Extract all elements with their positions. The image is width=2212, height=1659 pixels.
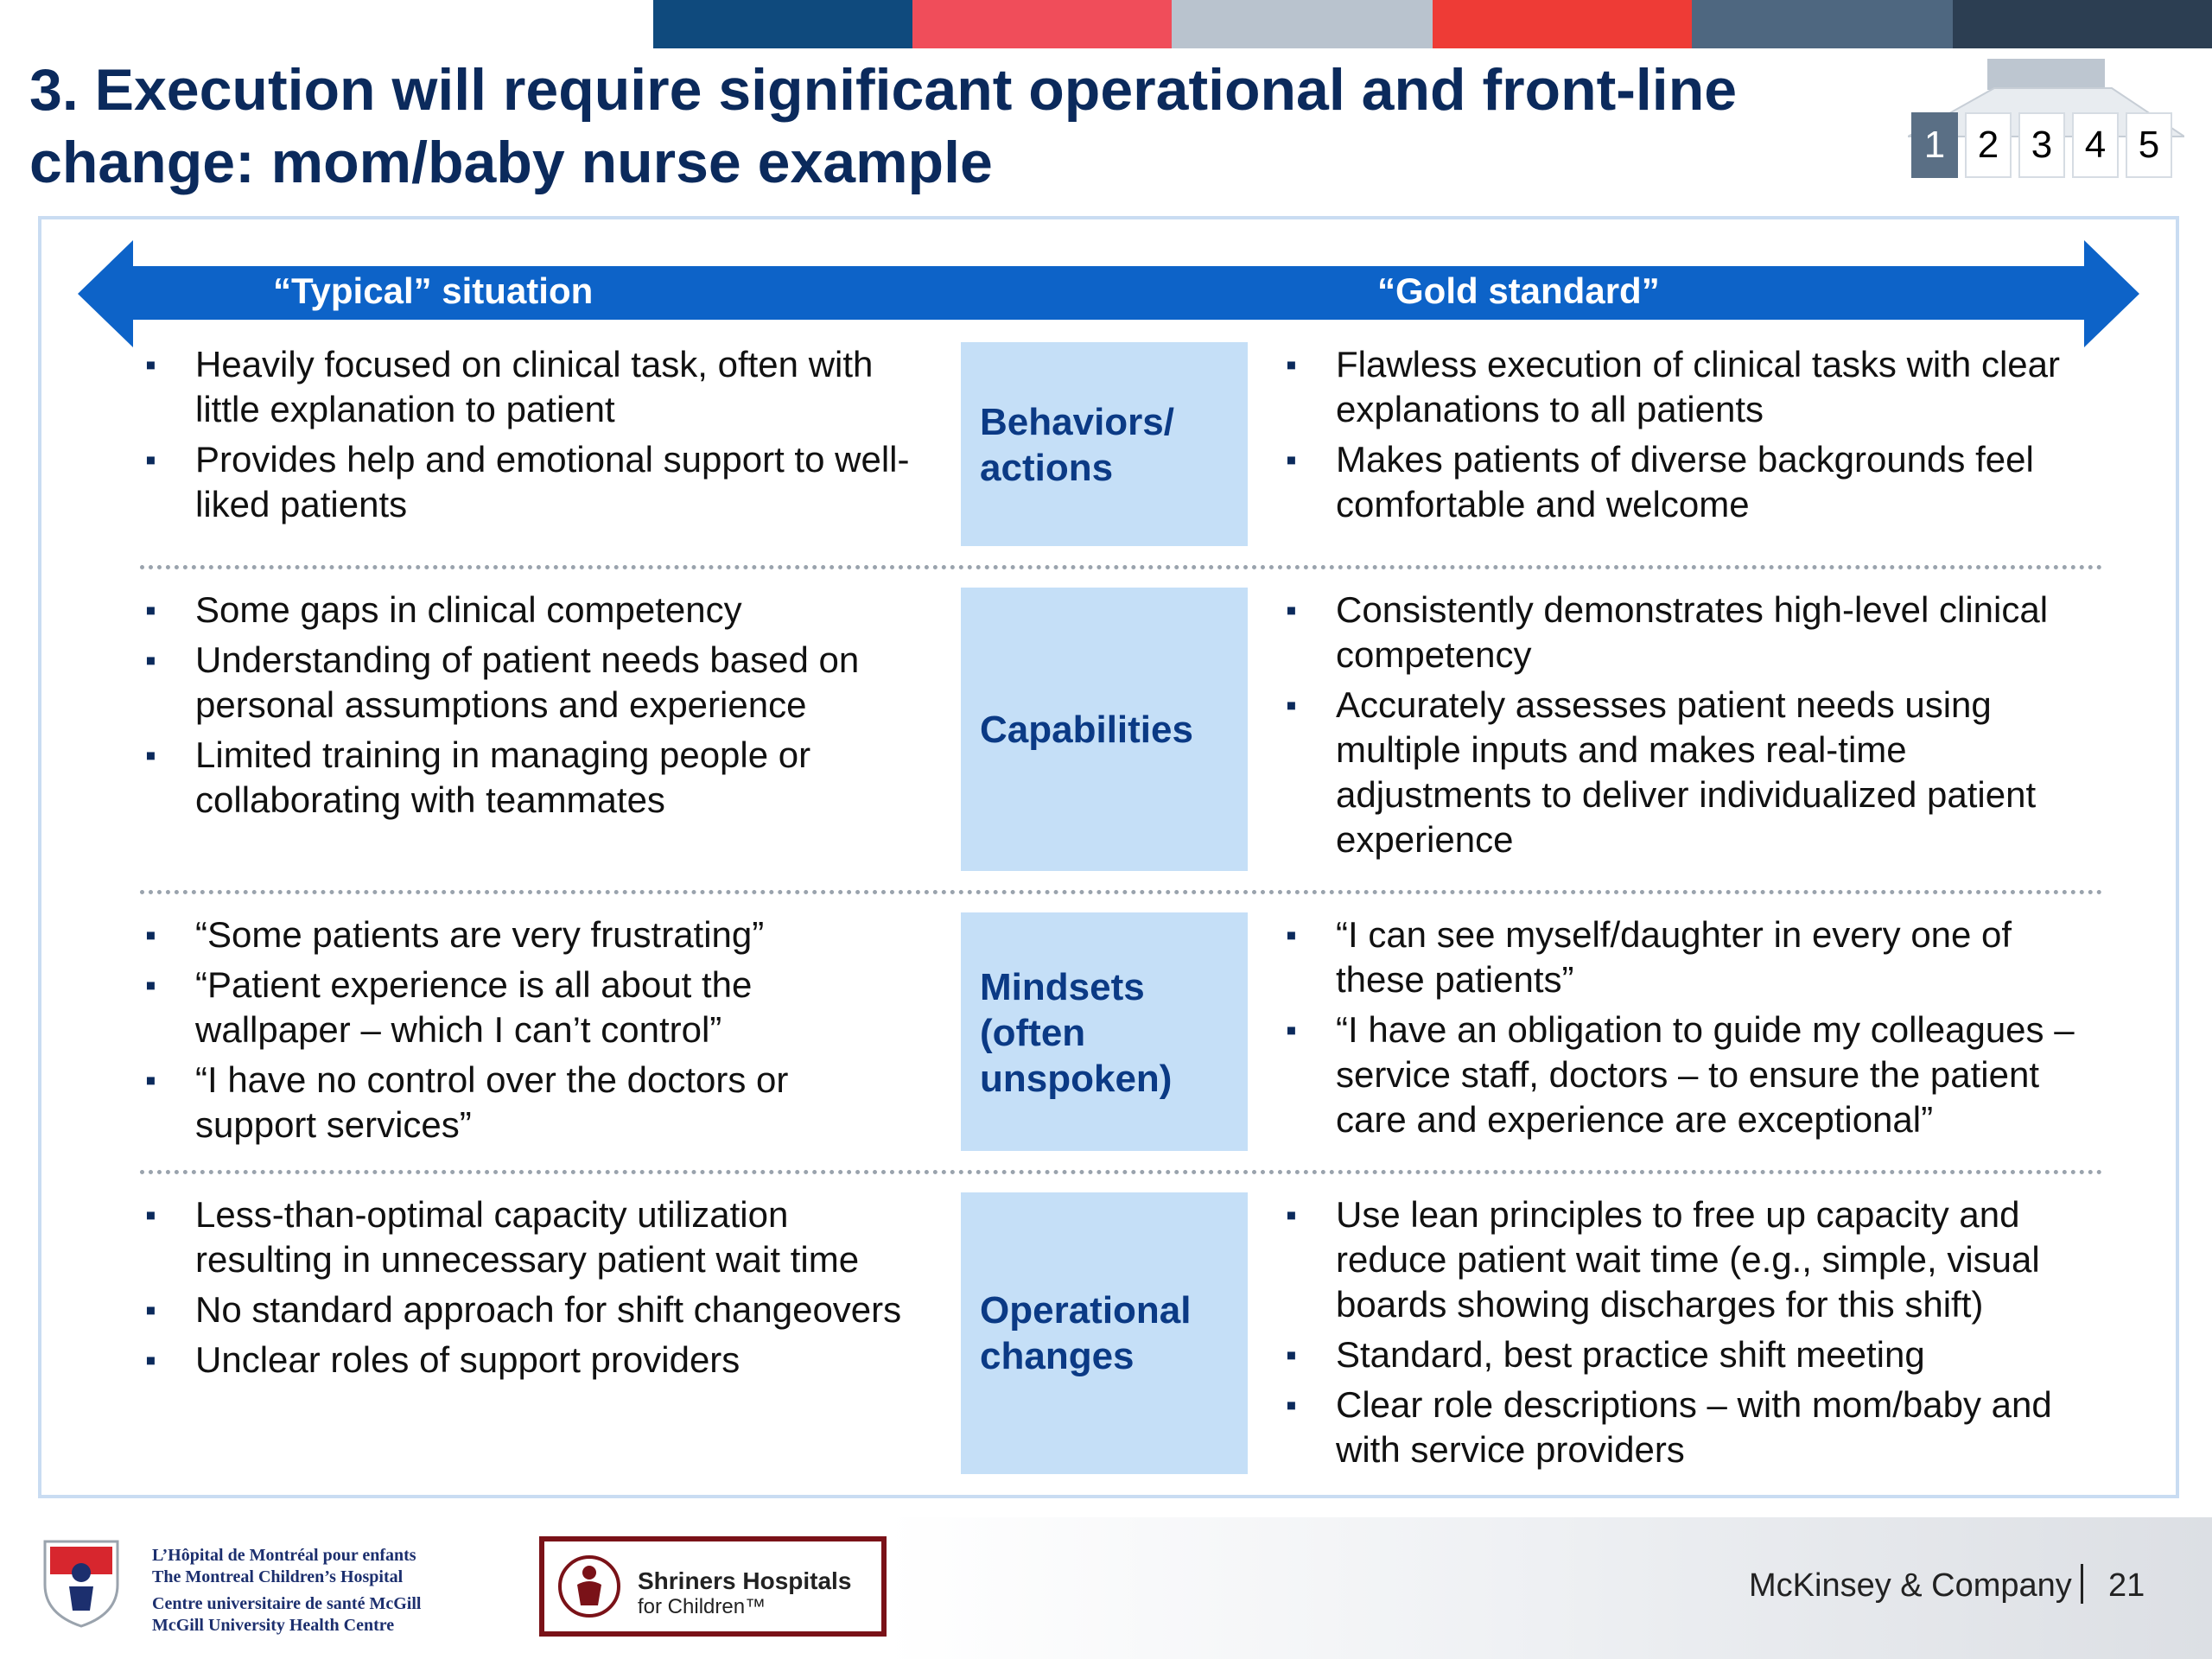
shriners-logo bbox=[539, 1536, 887, 1637]
list-item: ▪ “I have an obligation to guide my colleagues – service staff, doctors – to ensure the patient care and experience are exceptional” bbox=[1286, 1009, 2075, 1140]
row-divider bbox=[140, 1170, 2103, 1174]
hospital-logo-text: L’Hôpital de Montréal pour enfants The Montreal Children’s Hospital Centre universitaire de santé McGill McGill University Health Centre bbox=[152, 1546, 422, 1635]
section-navigator bbox=[1901, 55, 2186, 194]
list-item: ▪ Accurately assesses patient needs using multiple inputs and makes real-time adjustments to deliver individualized patient experience bbox=[1286, 684, 2037, 860]
list-item: ▪ Some gaps in clinical competency bbox=[145, 589, 742, 630]
title-line-2: change: mom/baby nurse example bbox=[29, 130, 993, 195]
list-item: ▪ Consistently demonstrates high-level clinical competency bbox=[1286, 589, 2049, 675]
company-name: McKinsey & Company bbox=[1749, 1567, 2072, 1604]
nav-page-2[interactable]: 2 bbox=[1965, 112, 2012, 178]
nav-page-5[interactable]: 5 bbox=[2126, 112, 2172, 178]
color-segment bbox=[912, 0, 1172, 48]
typical-list-behaviors bbox=[140, 342, 952, 532]
list-item: ▪ Provides help and emotional support to well- liked patients bbox=[145, 439, 910, 524]
nav-page-3[interactable]: 3 bbox=[2018, 112, 2065, 178]
page-title bbox=[29, 54, 1844, 199]
top-color-bar bbox=[0, 0, 2212, 48]
color-segment bbox=[1433, 0, 1692, 48]
list-item: ▪ “Patient experience is all about the wallpaper – which I can’t control” bbox=[145, 964, 753, 1050]
shriners-name: Shriners Hospitals bbox=[638, 1567, 852, 1594]
list-item: ▪ Makes patients of diverse backgrounds feel comfortable and welcome bbox=[1286, 439, 2034, 524]
gold-list-behaviors bbox=[1281, 342, 2145, 532]
shriners-emblem-icon bbox=[556, 1554, 622, 1619]
nav-page-4[interactable]: 4 bbox=[2072, 112, 2119, 178]
row-divider bbox=[140, 565, 2103, 569]
color-segment bbox=[1692, 0, 1953, 48]
list-item: ▪ Unclear roles of support providers bbox=[145, 1339, 741, 1380]
list-item: ▪ Use lean principles to free up capacity and reduce patient wait time (e.g., simple, visual boards showing discharges for this shift) bbox=[1286, 1194, 2040, 1325]
category-box-mindsets: Mindsets (often unspoken) bbox=[961, 912, 1248, 1151]
list-item: ▪ “Some patients are very frustrating” bbox=[145, 914, 765, 955]
category-box-operational: Operational changes bbox=[961, 1192, 1248, 1474]
list-item: ▪ “I can see myself/daughter in every one of these patients” bbox=[1286, 914, 2012, 1000]
row-divider bbox=[140, 890, 2103, 894]
typical-list-operational bbox=[140, 1192, 952, 1388]
gold-list-operational bbox=[1281, 1192, 2145, 1478]
footer-divider bbox=[2081, 1564, 2083, 1604]
list-item: ▪ Less-than-optimal capacity utilization resulting in unnecessary patient wait time bbox=[145, 1194, 860, 1280]
list-item: ▪ No standard approach for shift changeovers bbox=[145, 1289, 902, 1330]
color-segment bbox=[1953, 0, 2212, 48]
list-item: ▪ Flawless execution of clinical tasks with clear explanations to all patients bbox=[1286, 344, 2060, 429]
list-item: ▪ Understanding of patient needs based on personal assumptions and experience bbox=[145, 639, 860, 725]
list-item: ▪ Clear role descriptions – with mom/baby and with service providers bbox=[1286, 1384, 2052, 1470]
list-item: ▪ Limited training in managing people or collaborating with teammates bbox=[145, 734, 811, 820]
list-item: ▪ Standard, best practice shift meeting bbox=[1286, 1334, 1925, 1375]
montreal-childrens-hospital-logo bbox=[38, 1535, 124, 1630]
list-item: ▪ “I have no control over the doctors or support services” bbox=[145, 1059, 789, 1145]
color-segment bbox=[653, 0, 912, 48]
gold-standard-label: “Gold standard” bbox=[1377, 270, 1660, 311]
shriners-subtitle: for Children™ bbox=[638, 1595, 766, 1618]
typical-list-mindsets bbox=[140, 912, 952, 1153]
nav-page-1[interactable]: 1 bbox=[1911, 112, 1958, 178]
typical-label: “Typical” situation bbox=[273, 270, 594, 311]
category-box-behaviors: Behaviors/ actions bbox=[961, 342, 1248, 546]
page-number: 21 bbox=[2108, 1567, 2145, 1604]
list-item: ▪ Heavily focused on clinical task, often with little explanation to patient bbox=[145, 344, 874, 429]
gold-list-capabilities bbox=[1281, 588, 2145, 868]
color-segment bbox=[1172, 0, 1433, 48]
category-box-capabilities: Capabilities bbox=[961, 588, 1248, 871]
typical-list-capabilities bbox=[140, 588, 952, 828]
gold-list-mindsets bbox=[1281, 912, 2145, 1147]
title-line-1: 3. Execution will require significant operational and front-line bbox=[29, 57, 1738, 123]
